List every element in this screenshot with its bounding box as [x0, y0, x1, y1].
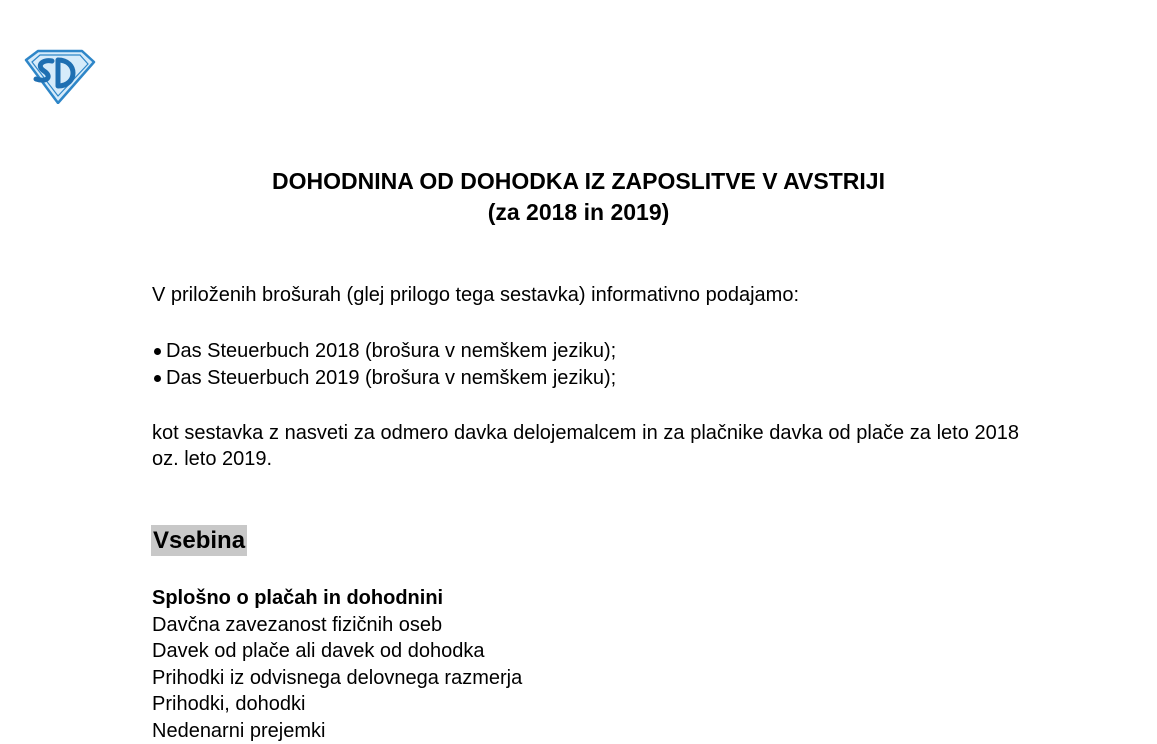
toc-item: Davčna zavezanost fizičnih oseb: [152, 612, 522, 639]
toc-item: Nedenarni prejemki: [152, 718, 522, 744]
contents-heading: Vsebina: [151, 525, 247, 556]
note-paragraph: kot sestavka z nasveti za odmero davka delojemalcem in za plačnike davka od plače za leto 2018 oz. leto 2019.: [152, 420, 1019, 472]
table-of-contents: [152, 585, 522, 744]
title-line-2: (za 2018 in 2019): [0, 197, 1157, 228]
document-title: [0, 166, 1157, 228]
list-item-text: Das Steuerbuch 2018 (brošura v nemškem jeziku);: [166, 338, 616, 365]
toc-item: Splošno o plačah in dohodnini: [152, 585, 522, 612]
brochure-list: [152, 338, 616, 392]
intro-paragraph: V priloženih brošurah (glej prilogo tega sestavka) informativno podajamo:: [152, 282, 1019, 308]
toc-item: Davek od plače ali davek od dohodka: [152, 638, 522, 665]
title-line-1: DOHODNINA OD DOHODKA IZ ZAPOSLITVE V AVSTRIJI: [0, 166, 1157, 197]
bullet-icon: [154, 348, 161, 355]
list-item-text: Das Steuerbuch 2019 (brošura v nemškem jeziku);: [166, 365, 616, 392]
sd-shield-logo-icon: [22, 48, 96, 104]
toc-item: Prihodki, dohodki: [152, 691, 522, 718]
bullet-icon: [154, 375, 161, 382]
toc-item: Prihodki iz odvisnega delovnega razmerja: [152, 665, 522, 692]
list-item: [152, 338, 616, 365]
list-item: [152, 365, 616, 392]
